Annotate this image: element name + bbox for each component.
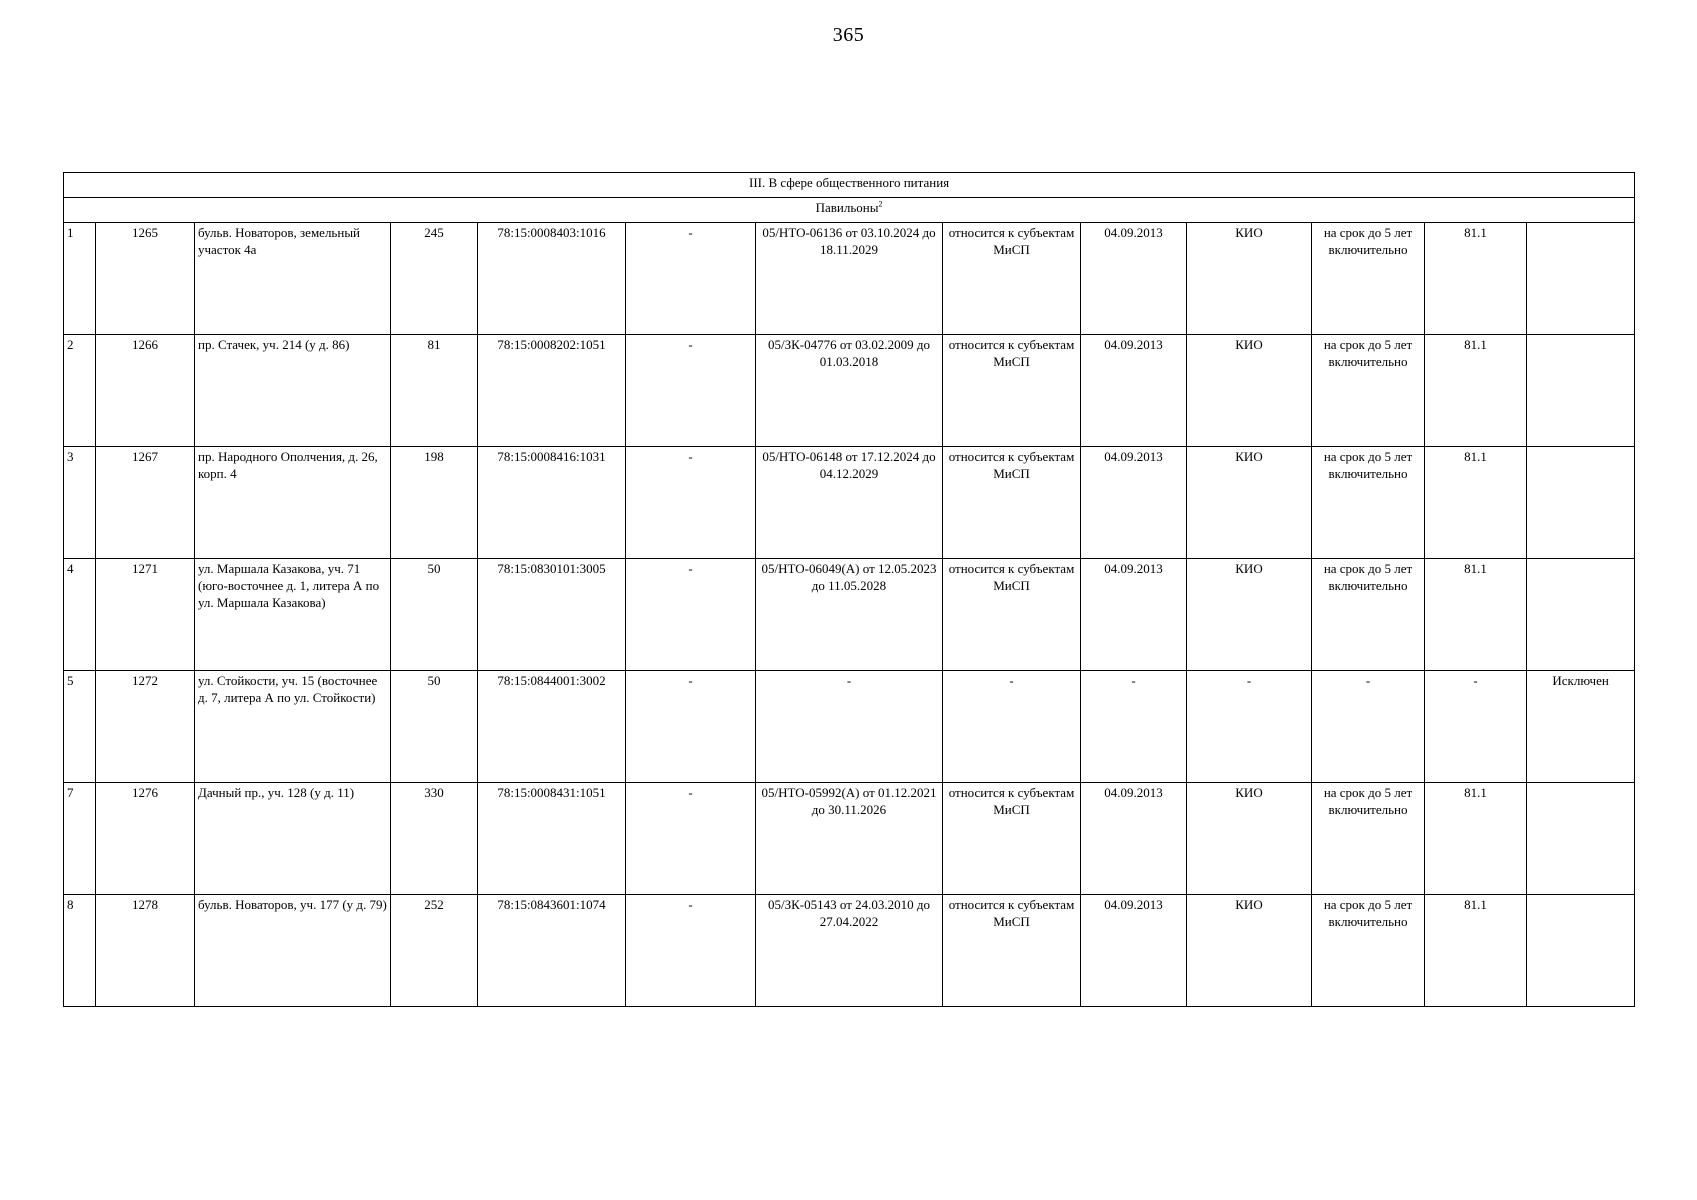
col-6-value-cell: - [626,895,756,1007]
subsection-title-cell [64,198,1635,223]
activity-code-cell: 81.1 [1425,895,1527,1007]
contract-info-cell: - [756,671,943,783]
business-category-cell: - [943,671,1081,783]
contract-info-cell: 05/ЗК-05143 от 24.03.2010 до 27.04.2022 [756,895,943,1007]
object-id-cell: 1265 [96,223,195,335]
subsection-title-row [64,198,1635,223]
activity-code-cell: 81.1 [1425,447,1527,559]
placement-term-cell: на срок до 5 лет включительно [1312,447,1425,559]
authority-cell: КИО [1187,447,1312,559]
placement-term-cell: на срок до 5 лет включительно [1312,223,1425,335]
placement-term-cell: на срок до 5 лет включительно [1312,335,1425,447]
contract-info-cell: 05/НТО-05992(А) от 01.12.2021 до 30.11.2026 [756,783,943,895]
inclusion-date-cell: 04.09.2013 [1081,223,1187,335]
area-cell: 330 [391,783,478,895]
col-6-value-cell: - [626,335,756,447]
business-category-cell: относится к субъектам МиСП [943,783,1081,895]
cadastral-number-cell: 78:15:0008431:1051 [478,783,626,895]
registry-table [63,172,1635,1007]
area-cell: 252 [391,895,478,1007]
placement-term-cell: на срок до 5 лет включительно [1312,895,1425,1007]
contract-info-cell: 05/НТО-06148 от 17.12.2024 до 04.12.2029 [756,447,943,559]
placement-term-cell: - [1312,671,1425,783]
area-cell: 50 [391,559,478,671]
address-cell: Дачный пр., уч. 128 (у д. 11) [195,783,391,895]
row-number-cell: 1 [64,223,96,335]
business-category-cell: относится к субъектам МиСП [943,335,1081,447]
business-category-cell: относится к субъектам МиСП [943,559,1081,671]
row-number-cell: 7 [64,783,96,895]
object-id-cell: 1272 [96,671,195,783]
area-cell: 81 [391,335,478,447]
object-id-cell: 1267 [96,447,195,559]
table-row [64,671,1635,783]
address-cell: пр. Народного Ополчения, д. 26, корп. 4 [195,447,391,559]
cadastral-number-cell: 78:15:0830101:3005 [478,559,626,671]
note-cell [1527,559,1635,671]
table-row [64,783,1635,895]
row-number-cell: 3 [64,447,96,559]
placement-term-cell: на срок до 5 лет включительно [1312,783,1425,895]
area-cell: 245 [391,223,478,335]
contract-info-cell: 05/НТО-06136 от 03.10.2024 до 18.11.2029 [756,223,943,335]
row-number-cell: 2 [64,335,96,447]
note-cell [1527,223,1635,335]
table-row [64,223,1635,335]
business-category-cell: относится к субъектам МиСП [943,223,1081,335]
cadastral-number-cell: 78:15:0844001:3002 [478,671,626,783]
inclusion-date-cell: 04.09.2013 [1081,783,1187,895]
footnote-marker: 2 [878,199,883,209]
object-id-cell: 1276 [96,783,195,895]
placement-term-cell: на срок до 5 лет включительно [1312,559,1425,671]
contract-info-cell: 05/НТО-06049(А) от 12.05.2023 до 11.05.2028 [756,559,943,671]
col-6-value-cell: - [626,447,756,559]
inclusion-date-cell: 04.09.2013 [1081,895,1187,1007]
object-id-cell: 1278 [96,895,195,1007]
page-number: 365 [832,24,865,46]
col-6-value-cell: - [626,559,756,671]
section-title: III. В сфере общественного питания [64,173,1635,198]
inclusion-date-cell: 04.09.2013 [1081,447,1187,559]
area-cell: 198 [391,447,478,559]
business-category-cell: относится к субъектам МиСП [943,895,1081,1007]
address-cell: бульв. Новаторов, уч. 177 (у д. 79) [195,895,391,1007]
contract-info-cell: 05/ЗК-04776 от 03.02.2009 до 01.03.2018 [756,335,943,447]
table-row [64,335,1635,447]
cadastral-number-cell: 78:15:0008202:1051 [478,335,626,447]
address-cell: бульв. Новаторов, земельный участок 4а [195,223,391,335]
cadastral-number-cell: 78:15:0843601:1074 [478,895,626,1007]
note-cell [1527,783,1635,895]
row-number-cell: 5 [64,671,96,783]
authority-cell: - [1187,671,1312,783]
area-cell: 50 [391,671,478,783]
authority-cell: КИО [1187,223,1312,335]
note-cell: Исключен [1527,671,1635,783]
col-6-value-cell: - [626,783,756,895]
object-id-cell: 1271 [96,559,195,671]
business-category-cell: относится к субъектам МиСП [943,447,1081,559]
activity-code-cell: 81.1 [1425,223,1527,335]
address-cell: пр. Стачек, уч. 214 (у д. 86) [195,335,391,447]
inclusion-date-cell: 04.09.2013 [1081,559,1187,671]
authority-cell: КИО [1187,335,1312,447]
col-6-value-cell: - [626,223,756,335]
section-title-row [64,173,1635,198]
address-cell: ул. Стойкости, уч. 15 (восточнее д. 7, литера А по ул. Стойкости) [195,671,391,783]
authority-cell: КИО [1187,559,1312,671]
authority-cell: КИО [1187,895,1312,1007]
table-row [64,447,1635,559]
cadastral-number-cell: 78:15:0008416:1031 [478,447,626,559]
cadastral-number-cell: 78:15:0008403:1016 [478,223,626,335]
object-id-cell: 1266 [96,335,195,447]
activity-code-cell: 81.1 [1425,783,1527,895]
activity-code-cell: - [1425,671,1527,783]
note-cell [1527,335,1635,447]
inclusion-date-cell: 04.09.2013 [1081,335,1187,447]
row-number-cell: 8 [64,895,96,1007]
table-row [64,559,1635,671]
activity-code-cell: 81.1 [1425,559,1527,671]
row-number-cell: 4 [64,559,96,671]
address-cell: ул. Маршала Казакова, уч. 71 (юго-восточнее д. 1, литера А по ул. Маршала Казакова) [195,559,391,671]
activity-code-cell: 81.1 [1425,335,1527,447]
note-cell [1527,895,1635,1007]
subsection-title: Павильоны [815,200,879,215]
table-row [64,895,1635,1007]
col-6-value-cell: - [626,671,756,783]
authority-cell: КИО [1187,783,1312,895]
inclusion-date-cell: - [1081,671,1187,783]
note-cell [1527,447,1635,559]
